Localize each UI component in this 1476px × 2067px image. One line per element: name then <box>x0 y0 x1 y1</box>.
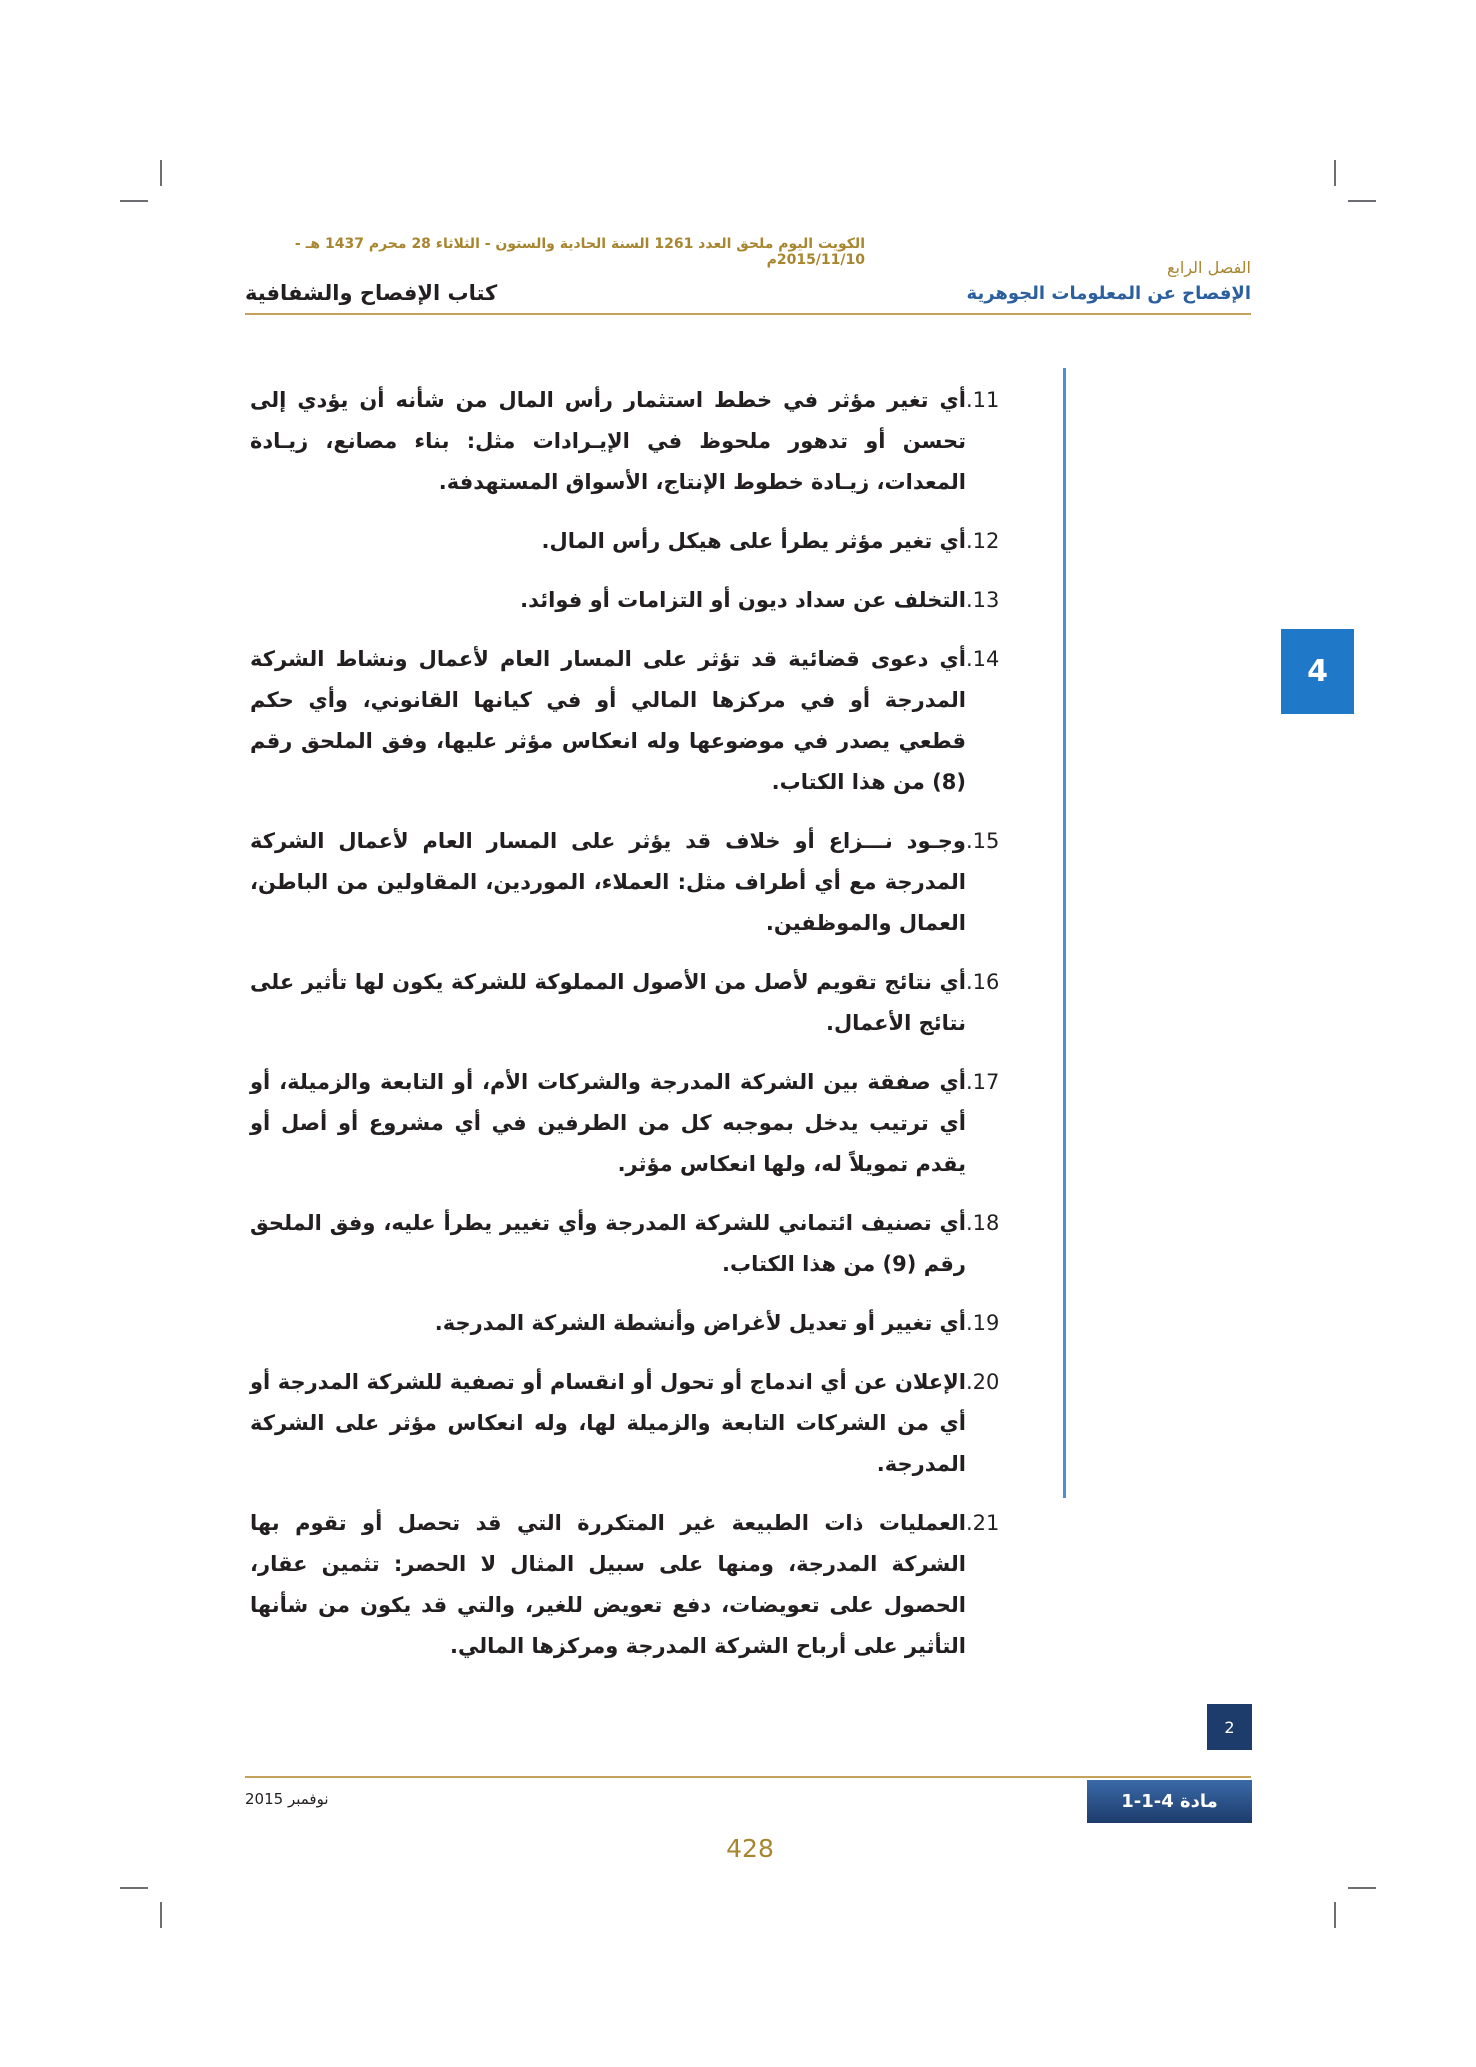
item-text: الإعلان عن أي اندماج أو تحول أو انقسام أو تصفية للشركة المدرجة أو أي من الشركات التابعة والزميلة لها، وله انعكاس مؤثر على الشركة المدرجة. <box>250 1370 966 1476</box>
issue-date: نوفمبر 2015 <box>245 1790 329 1808</box>
crop-mark <box>1348 200 1376 202</box>
header-rule <box>245 313 1251 315</box>
item-text: أي تغير مؤثر في خطط استثمار رأس المال من شأنه أن يؤدي إلى تحسن أو تدهور ملحوظ في الإيـرادات مثل: بناء مصانع، زيـادة المعدات، زيـادة خطوط الإنتاج، الأسواق المستهدفة. <box>250 388 966 494</box>
crop-mark <box>120 200 148 202</box>
list-item <box>250 580 1020 621</box>
gazette-issue-line: الكويت اليوم ملحق العدد 1261 السنة الحادية والستون - الثلاثاء 28 محرم 1437 هـ - 2015/11/10م <box>294 236 865 268</box>
item-text: أي نتائج تقويم لأصل من الأصول المملوكة للشركة يكون لها تأثير على نتائج الأعمال. <box>250 970 966 1035</box>
folio-number: 428 <box>726 1834 774 1863</box>
list-item <box>250 962 1020 1044</box>
crop-mark <box>1334 1902 1336 1928</box>
item-number: .16 <box>966 970 1000 994</box>
list-item <box>250 639 1020 803</box>
item-text: أي تغير مؤثر يطرأ على هيكل رأس المال. <box>541 529 966 553</box>
item-number: .17 <box>966 1070 1000 1094</box>
item-number: .15 <box>966 829 1000 853</box>
list-item <box>250 1062 1020 1185</box>
disclosure-list <box>250 380 1020 1685</box>
list-item <box>250 1203 1020 1285</box>
chapter-label: الفصل الرابع <box>1166 258 1251 277</box>
item-number: .20 <box>966 1370 1000 1394</box>
page-number-box: 2 <box>1207 1704 1252 1750</box>
item-text: وجـود نـــزاع أو خلاف قد يؤثر على المسار العام لأعمال الشركة المدرجة مع أي أطراف مثل: العملاء، الموردين، المقاولين من الباطن، العمال والموظفين. <box>250 829 966 935</box>
crop-mark <box>1334 160 1336 186</box>
item-number: .21 <box>966 1511 1000 1535</box>
item-text: أي صفقة بين الشركة المدرجة والشركات الأم، أو التابعة والزميلة، أو أي ترتيب يدخل بموجبه كل من الطرفين في أي مشروع أو أصل أو يقدم تمويلاً له، ولها انعكاس مؤثر. <box>250 1070 966 1176</box>
item-text: أي تغيير أو تعديل لأغراض وأنشطة الشركة المدرجة. <box>434 1311 966 1335</box>
item-number: .13 <box>966 588 1000 612</box>
content-margin-line <box>1063 368 1066 1498</box>
item-number: .18 <box>966 1211 1000 1235</box>
section-title: الإفصاح عن المعلومات الجوهرية <box>966 283 1251 304</box>
book-title: كتاب الإفصاح والشفافية <box>245 281 498 305</box>
item-text: أي تصنيف ائتماني للشركة المدرجة وأي تغيير يطرأ عليه، وفق الملحق رقم (9) من هذا الكتاب. <box>250 1211 966 1276</box>
crop-mark <box>160 1902 162 1928</box>
chapter-tab: 4 <box>1281 629 1354 714</box>
crop-mark <box>120 1887 148 1889</box>
item-number: .11 <box>966 388 1000 412</box>
footer-rule <box>245 1776 1251 1778</box>
item-text: أي دعوى قضائية قد تؤثر على المسار العام لأعمال ونشاط الشركة المدرجة أو في مركزها المالي أو في كيانها القانوني، وأي حكم قطعي يصدر في موضوعها وله انعكاس مؤثر عليها، وفق الملحق رقم (8) من هذا الكتاب. <box>250 647 966 794</box>
item-number: .14 <box>966 647 1000 671</box>
item-number: .12 <box>966 529 1000 553</box>
item-text: العمليات ذات الطبيعة غير المتكررة التي قد تحصل أو تقوم بها الشركة المدرجة، ومنها على سبيل المثال لا الحصر: تثمين عقار، الحصول على تعويضات، دفع تعويض للغير، والتي قد يكون من شأنها التأثير على أرباح الشركة المدرجة ومركزها المالي. <box>250 1511 966 1658</box>
item-number: .19 <box>966 1311 1000 1335</box>
list-item <box>250 1362 1020 1485</box>
item-text: التخلف عن سداد ديون أو التزامات أو فوائد. <box>520 588 966 612</box>
list-item <box>250 521 1020 562</box>
crop-mark <box>160 160 162 186</box>
list-item <box>250 1303 1020 1344</box>
crop-mark <box>1348 1887 1376 1889</box>
article-badge: مادة 4-1-1 <box>1087 1780 1252 1823</box>
list-item <box>250 380 1020 503</box>
list-item <box>250 821 1020 944</box>
list-item <box>250 1503 1020 1667</box>
